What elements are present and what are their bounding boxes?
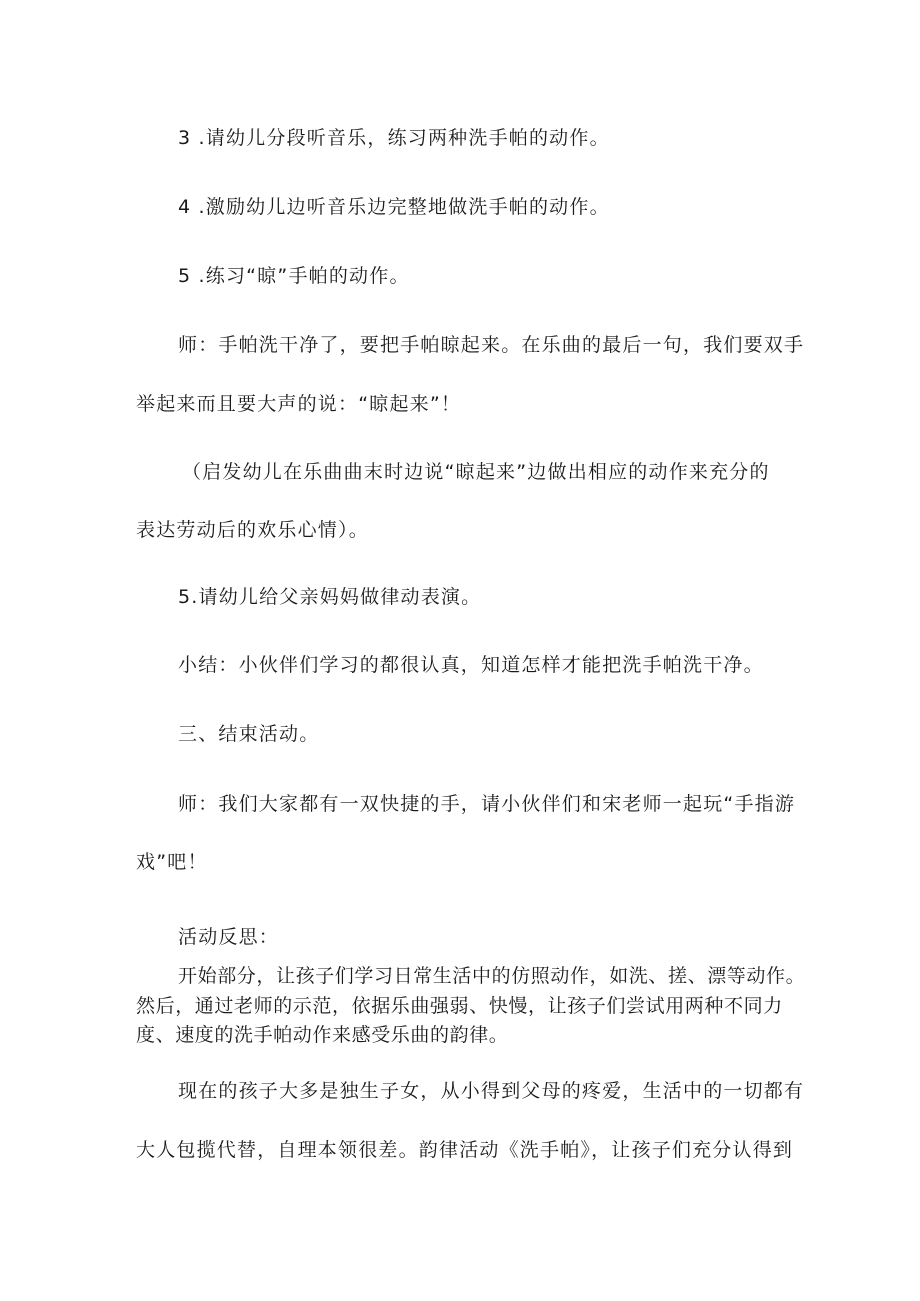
section-heading-3: 三、结束活动。 — [178, 723, 320, 745]
list-item-5b: 5.请幼儿给父亲妈妈做律动表演。 — [178, 586, 482, 608]
teacher-speech-1-line1: 师：手帕洗干净了，要把手帕晾起来。在乐曲的最后一句，我们要双手 — [178, 334, 805, 356]
list-item-4: 4 .激励幼儿边听音乐边完整地做洗手帕的动作。 — [178, 196, 610, 218]
note-line1: （启发幼儿在乐曲曲末时边说“晾起来”边做出相应的动作来充分的 — [182, 461, 770, 483]
reflection-p2-line2: 大人包揽代替，自理本领很差。韵律活动《洗手帕》，让孩子们充分认得到 — [136, 1139, 794, 1161]
reflection-p1-line3: 度、速度的洗手帕动作来感受乐曲的韵律。 — [136, 1024, 509, 1046]
teacher-speech-2-line2: 戏”吧！ — [136, 851, 208, 873]
summary: 小结：小伙伴们学习的都很认真，知道怎样才能把洗手帕洗干净。 — [178, 654, 764, 676]
list-item-5: 5 .练习“晾”手帕的动作。 — [178, 265, 410, 287]
teacher-speech-1-line2: 举起来而且要大声的说：“晾起来”！ — [136, 393, 462, 415]
reflection-p1-line2: 然后，通过老师的示范，依据乐曲强弱、快慢，让孩子们尝试用两种不同力 — [136, 995, 783, 1017]
teacher-speech-2-line1: 师：我们大家都有一双快捷的手，请小伙伴们和宋老师一起玩“手指游 — [178, 793, 796, 815]
list-item-3: 3 .请幼儿分段听音乐，练习两种洗手帕的动作。 — [178, 127, 610, 149]
reflection-p1-line1: 开始部分，让孩子们学习日常生活中的仿照动作，如洗、搓、漂等动作。 — [178, 965, 806, 987]
reflection-title: 活动反思： — [178, 926, 280, 948]
reflection-p2-line1: 现在的孩子大多是独生子女，从小得到父母的疼爱，生活中的一切都有 — [178, 1080, 805, 1102]
note-line2: 表达劳动后的欢乐心情）。 — [136, 519, 369, 541]
